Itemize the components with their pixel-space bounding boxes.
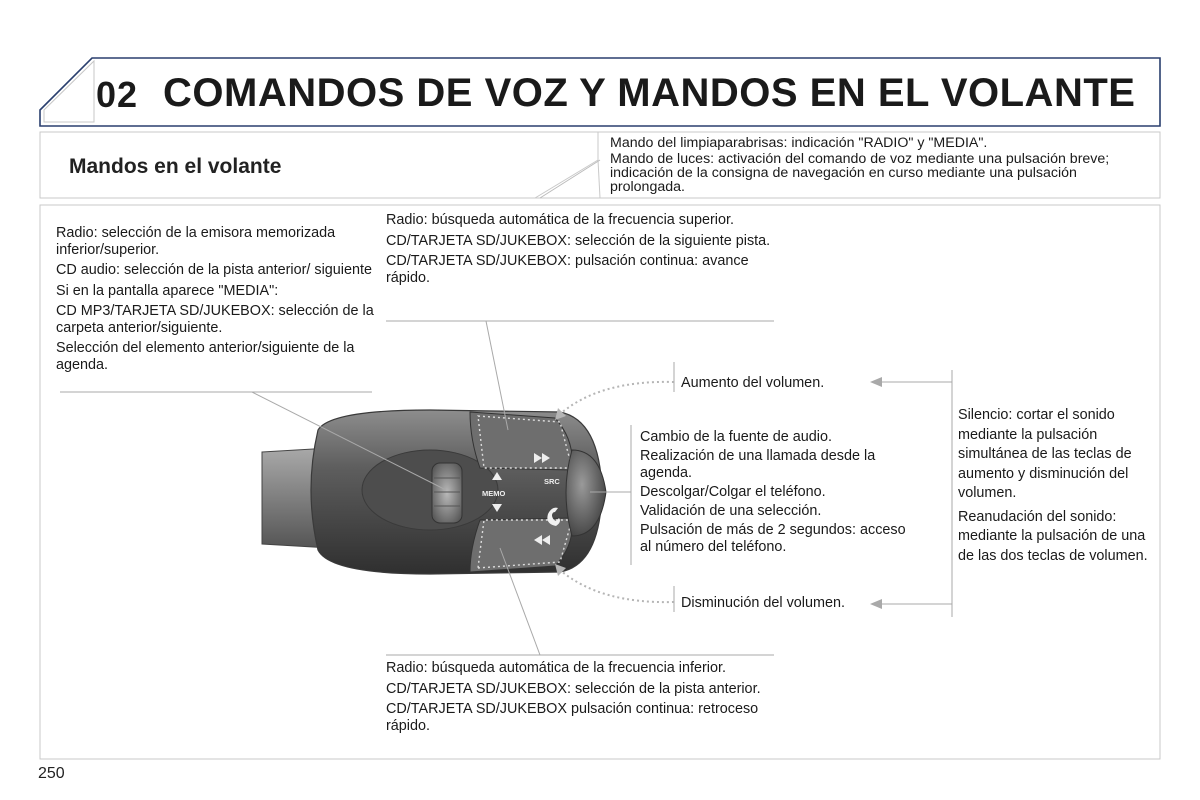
right-text-1: Silencio: cortar el sonido mediante la pulsación simultánea de las teclas de aumento y disminución del volumen.	[958, 407, 1132, 501]
right-description	[958, 406, 1153, 570]
left-text-5: Selección del elemento anterior/siguiente de la agenda.	[56, 340, 355, 373]
left-text-3: Si en la pantalla aparece "MEDIA":	[56, 282, 279, 299]
chapter-number: 02	[96, 74, 139, 115]
bottom-text-1: Radio: búsqueda automática de la frecuencia inferior.	[386, 660, 726, 676]
mid-text-3: Descolgar/Colgar el teléfono.	[640, 484, 826, 500]
src-label: SRC	[544, 477, 560, 486]
volume-down-key	[470, 518, 572, 572]
top-text-2: CD/TARJETA SD/JUKEBOX: selección de la siguiente pista.	[386, 232, 771, 249]
left-text-4: CD MP3/TARJETA SD/JUKEBOX: selección de la carpeta anterior/siguiente.	[56, 303, 374, 336]
bottom-text-3: CD/TARJETA SD/JUKEBOX pulsación continua: retroceso rápido.	[386, 701, 759, 734]
bottom-text-2: CD/TARJETA SD/JUKEBOX: selección de la pista anterior.	[386, 680, 761, 697]
left-text-1: Radio: selección de la emisora memorizada inferior/superior.	[56, 225, 336, 258]
mid-text-1: Cambio de la fuente de audio.	[640, 429, 833, 445]
volume-up-label: Aumento del volumen.	[681, 375, 825, 391]
chapter-title: COMANDOS DE VOZ Y MANDOS EN EL VOLANTE	[163, 71, 1136, 115]
bottom-description	[386, 660, 786, 738]
volume-up-key	[470, 412, 572, 470]
mid-text-5: Pulsación de más de 2 segundos: acceso al número del teléfono.	[640, 522, 906, 555]
middle-description	[640, 429, 920, 558]
note-lights: Mando de luces: activación del comando de voz mediante una pulsación breve; indicación de la consigna de navegación en curso mediante una pulsación prolongada.	[610, 151, 1110, 195]
memo-label: MEMO	[482, 489, 506, 498]
volume-down-label: Disminución del volumen.	[681, 595, 845, 611]
mid-text-2: Realización de una llamada desde la agenda.	[640, 448, 876, 481]
left-description	[56, 225, 376, 377]
note-wiper: Mando del limpiaparabrisas: indicación "RADIO" y "MEDIA".	[610, 135, 988, 151]
top-text-1: Radio: búsqueda automática de la frecuencia superior.	[386, 212, 734, 228]
mid-text-4: Validación de una selección.	[640, 503, 822, 519]
right-text-2: Reanudación del sonido: mediante la pulsación de una de las dos teclas de volumen.	[958, 508, 1148, 564]
src-cap	[566, 450, 606, 536]
top-text-3: CD/TARJETA SD/JUKEBOX: pulsación continua: avance rápido.	[386, 253, 749, 286]
thumb-wheel	[432, 463, 462, 523]
page-number: 250	[38, 765, 65, 782]
top-description	[386, 212, 781, 290]
section-title: Mandos en el volante	[69, 155, 282, 178]
left-text-2: CD audio: selección de la pista anterior/ siguiente	[56, 262, 372, 278]
